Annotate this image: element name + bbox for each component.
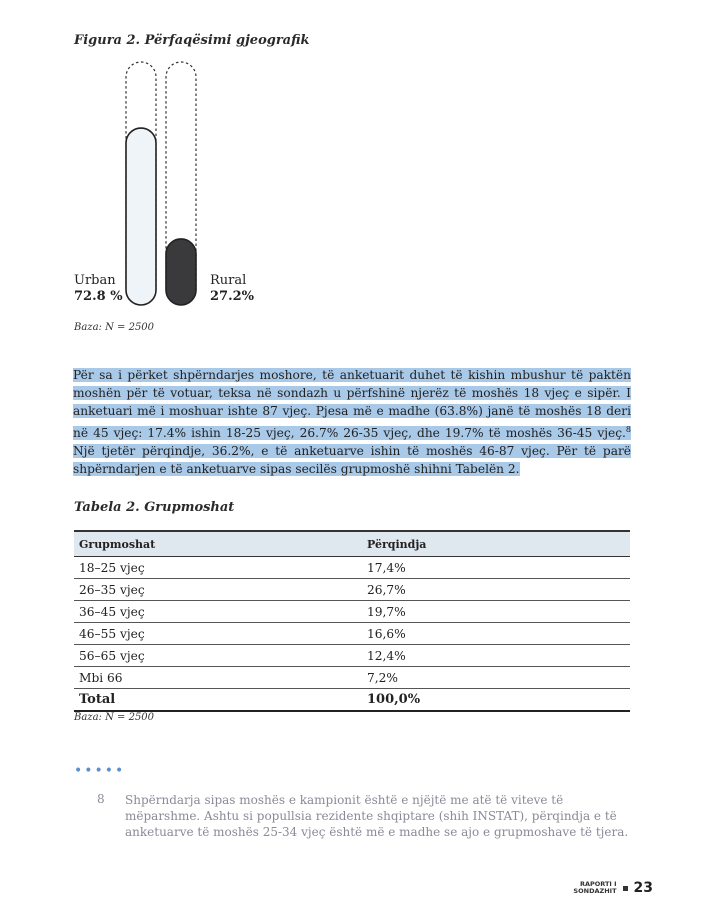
cell-percentage: 7,2% — [362, 667, 630, 689]
footer-square-icon — [623, 886, 628, 891]
cell-percentage: 12,4% — [362, 645, 630, 667]
cell-percentage: 26,7% — [362, 579, 630, 601]
table-header-row — [74, 531, 630, 557]
section-divider-dots: ••••• — [74, 763, 126, 779]
figure-base-note: Baza: N = 2500 — [74, 322, 155, 333]
highlighted-text — [73, 368, 631, 476]
header-percentage: Përqindja — [362, 531, 630, 557]
table-row — [74, 601, 630, 623]
paragraph-text-1: Për sa i përket shpërndarjes moshore, të anketuarit duhet të kishin mbushur të paktën moshën për të votuar, teksa në sondazh u përfshinë njerëz të moshës 18 vjeç e sipër. I anketuari më i moshuar ishte 87 vjeç. Pjesa më e madhe (63.8%) janë të moshës 18 deri në 45 vjeç: 17.4% ishin 18-25 vjeç, 26.7% 26-35 vjeç, dhe 19.7% të moshës 36-45 vjeç. — [73, 368, 631, 440]
cell-age-group: 36–45 vjeç — [74, 601, 362, 623]
body-paragraph — [73, 367, 631, 479]
table-row — [74, 667, 630, 689]
table-row — [74, 645, 630, 667]
page-number: 23 — [633, 880, 653, 896]
cell-age-group: Mbi 66 — [74, 667, 362, 689]
urban-value: 72.8 % — [74, 289, 123, 304]
header-age-group: Grupmoshat — [74, 531, 362, 557]
table-title: Tabela 2. Grupmoshat — [74, 500, 235, 515]
rural-label — [210, 273, 254, 305]
brand-line-1: RAPORTI I — [579, 880, 617, 888]
footnote-ref[interactable]: 8 — [625, 424, 631, 434]
footnote-text: Shpërndarja sipas moshës e kampionit është e njëjtë me atë të viteve të mëparshme. Ashtu si popullsia rezidente shqiptare (shih INSTAT), përqindja e të anketuarve të moshës 25-34 vjeç është më e madhe se ajo e grupmoshave të tjera. — [125, 793, 629, 839]
report-brand — [573, 881, 616, 895]
page-footer — [573, 880, 653, 896]
cell-percentage: 19,7% — [362, 601, 630, 623]
table-row — [74, 557, 630, 579]
paragraph-text-2: Një tjetër përqindje, 36.2%, e të anketuarve ishin të moshës 46-87 vjeç. Për të parë shpërndarjen e të anketuarve sipas secilës grupmoshë shihni Tabelën 2. — [73, 443, 631, 476]
cell-total-label: Total — [74, 689, 362, 712]
cell-age-group: 56–65 vjeç — [74, 645, 362, 667]
cell-age-group: 18–25 vjeç — [74, 557, 362, 579]
urban-label — [74, 273, 123, 305]
table-row — [74, 623, 630, 645]
rural-name: Rural — [210, 273, 247, 288]
cell-percentage: 17,4% — [362, 557, 630, 579]
cell-percentage: 16,6% — [362, 623, 630, 645]
rural-value: 27.2% — [210, 289, 255, 304]
cell-age-group: 26–35 vjeç — [74, 579, 362, 601]
urban-name: Urban — [74, 273, 116, 288]
figure-title: Figura 2. Përfaqësimi gjeografik — [74, 33, 310, 48]
table-total-row — [74, 689, 630, 712]
cell-total-value: 100,0% — [362, 689, 630, 712]
tube-fill-urban — [126, 128, 156, 305]
cell-age-group: 46–55 vjeç — [74, 623, 362, 645]
brand-line-2: SONDAZHIT — [573, 887, 617, 895]
age-group-table — [74, 530, 630, 712]
tube-fill-rural — [166, 239, 196, 305]
table-base-note: Baza: N = 2500 — [74, 712, 155, 723]
footnote-number: 8 — [97, 792, 105, 806]
table-row — [74, 579, 630, 601]
geographic-tube-chart — [122, 60, 202, 310]
